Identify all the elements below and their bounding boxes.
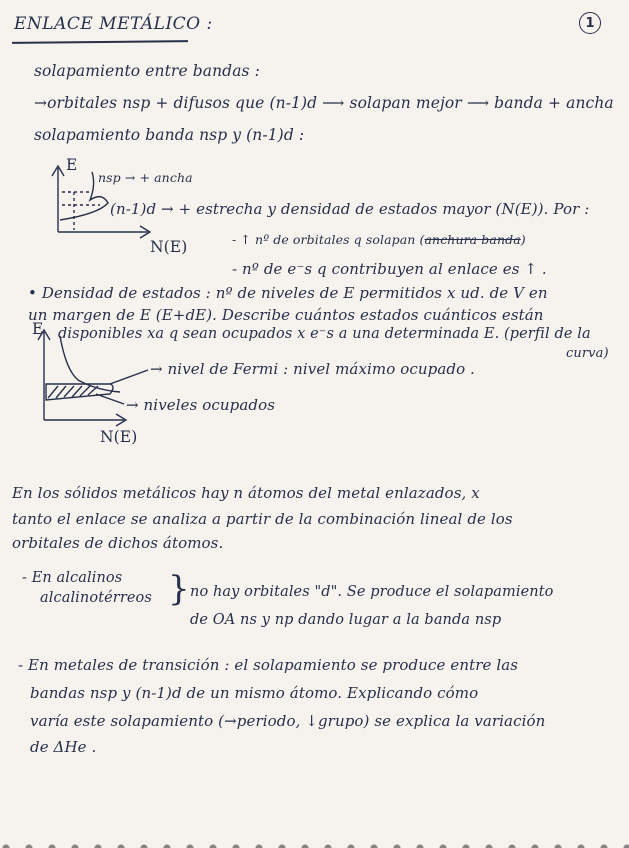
text-line: tanto el enlace se analiza a partir de la combinación lineal de los: [12, 510, 513, 528]
text-line: orbitales de dichos átomos.: [12, 534, 224, 552]
brace: }: [168, 569, 190, 609]
page-number: 1: [579, 12, 601, 34]
page-title: ENLACE METÁLICO :: [14, 14, 213, 34]
text-line: varía este solapamiento (→periodo, ↓grupo) se explica la variación: [30, 712, 546, 730]
axis-label-ne: N(E): [150, 238, 188, 256]
text-line: En los sólidos metálicos hay n átomos del metal enlazados, x: [12, 484, 480, 502]
text-line: solapamiento banda nsp y (n-1)d :: [34, 126, 305, 144]
text-line: un margen de E (E+dE). Describe cuántos estados cuánticos están: [28, 306, 544, 324]
axis-label-e: E: [66, 156, 78, 174]
text-line: de OA ns y np dando lugar a la banda nsp: [190, 612, 502, 628]
text-line: de ΔHe .: [30, 738, 97, 756]
axis-label-e: E: [32, 320, 44, 338]
text-line: alcalinotérreos: [40, 590, 152, 606]
text-line: - En alcalinos: [22, 570, 123, 586]
band-d-label: (n-1)d → + estrecha y densidad de estados mayor (N(E)). Por :: [110, 200, 590, 218]
text-line: • Densidad de estados : nº de niveles de E permitidos x ud. de V en: [28, 284, 548, 302]
text-line: curva): [566, 346, 609, 361]
axis-label-ne: N(E): [100, 428, 138, 446]
text-line: - ↑ nº de orbitales q solapan (anchura banda): [232, 232, 526, 247]
text-line: - En metales de transición : el solapamiento se produce entre las: [18, 656, 519, 674]
text-line: bandas nsp y (n-1)d de un mismo átomo. Explicando cómo: [30, 684, 479, 702]
band-nsp-label: nsp → + ancha: [98, 170, 193, 185]
text-line: disponibles xa q sean ocupados x e⁻s a una determinada E. (perfil de la: [58, 326, 591, 342]
occupied-levels-label: → niveles ocupados: [126, 396, 276, 414]
text-line: solapamiento entre bandas :: [34, 62, 260, 80]
binder-holes: [0, 838, 629, 848]
text-line: →orbitales nsp + difusos que (n-1)d ⟶ solapan mejor ⟶ banda + ancha: [34, 94, 614, 112]
text-line: - nº de e⁻s q contribuyen al enlace es ↑ .: [232, 260, 547, 278]
text-line: no hay orbitales "d". Se produce el solapamiento: [190, 584, 554, 600]
fermi-level-label: → nivel de Fermi : nivel máximo ocupado .: [150, 360, 475, 378]
